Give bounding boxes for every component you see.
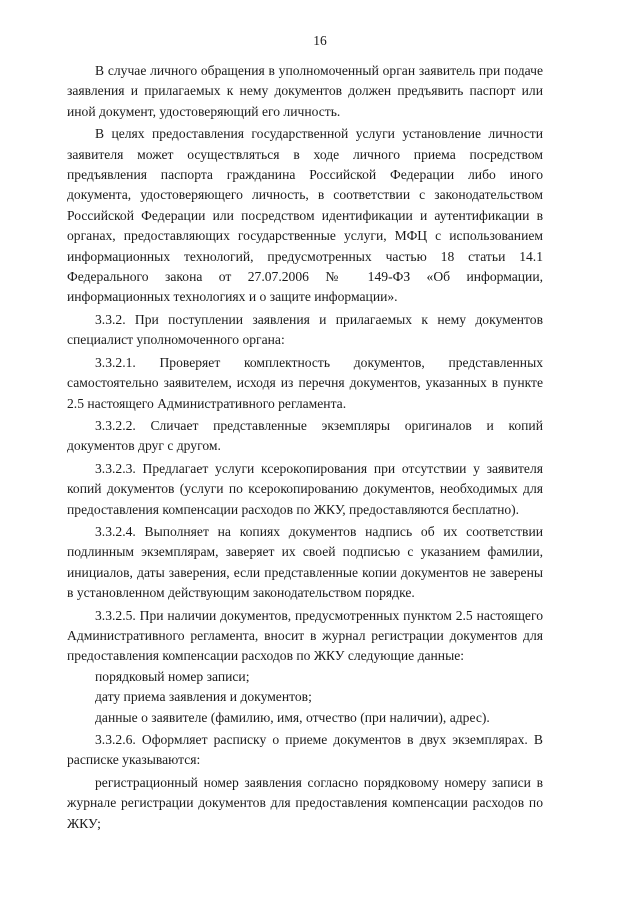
list-item-receipt-date: дату приема заявления и документов; [95, 689, 312, 705]
document-body [67, 61, 543, 834]
paragraph-3-3-2-1: 3.3.2.1. Проверяет комплектность документов, представленных самостоятельно заявителем, исходя из перечня документов, указанных в пункте 2.5 настоящего Административного регламента. [67, 354, 543, 411]
paragraph-identity-verification: В целях предоставления государственной услуги установление личности заявителя может осуществляться в ходе личного приема посредством предъявления паспорта гражданина Российской Федерации либо иного документа, удостоверяющего личность, в соответствии с законодательством Российской Федерации или посредством идентификации и аутентификации в органах, предоставляющих государственные услуги, МФЦ с использованием информационных технологий, предусмотренных частью 18 статьи 14.1 Федерального закона от 27.07.2006 № 149-ФЗ «Об информации, информационных технологиях и о защите информации». [67, 126, 543, 305]
paragraph-3-3-2-6: 3.3.2.6. Оформляет расписку о приеме документов в двух экземплярах. В расписке указываются: [67, 732, 543, 768]
paragraph-registration-number: регистрационный номер заявления согласно порядковому номеру записи в журнале регистрации документов для предоставления компенсации расходов по ЖКУ; [67, 774, 543, 831]
paragraph-personal-appeal: В случае личного обращения в уполномоченный орган заявитель при подаче заявления и прилагаемых к нему документов должен предъявить паспорт или иной документ, удостоверяющий его личность. [67, 63, 543, 119]
paragraph-3-3-2-5: 3.3.2.5. При наличии документов, предусмотренных пунктом 2.5 настоящего Административного регламента, вносит в журнал регистрации документов для предоставления компенсации расходов по ЖКУ следующие данные: [67, 607, 543, 664]
list-item-record-number: порядковый номер записи; [95, 668, 250, 684]
paragraph-3-3-2-4: 3.3.2.4. Выполняет на копиях документов надпись об их соответствии подлинным экземплярам, заверяет их своей подписью с указанием фамилии, инициалов, даты заверения, если представленные копии документов не заверены в установленном действующим законодательством порядке. [67, 523, 543, 601]
paragraph-3-3-2: 3.3.2. При поступлении заявления и прилагаемых к нему документов специалист уполномоченного органа: [67, 311, 543, 348]
paragraph-3-3-2-3: 3.3.2.3. Предлагает услуги ксерокопирования при отсутствии у заявителя копий документов (услуги по ксерокопированию документов, необходимых для предоставления компенсации расходов по ЖКУ, предоставляются бесплатно). [67, 460, 543, 517]
paragraph-3-3-2-2: 3.3.2.2. Сличает представленные экземпляры оригиналов и копий документов друг с другом. [67, 417, 543, 454]
page-number: 16 [313, 33, 327, 48]
list-item-applicant-data: данные о заявителе (фамилию, имя, отчество (при наличии), адрес). [95, 709, 490, 725]
